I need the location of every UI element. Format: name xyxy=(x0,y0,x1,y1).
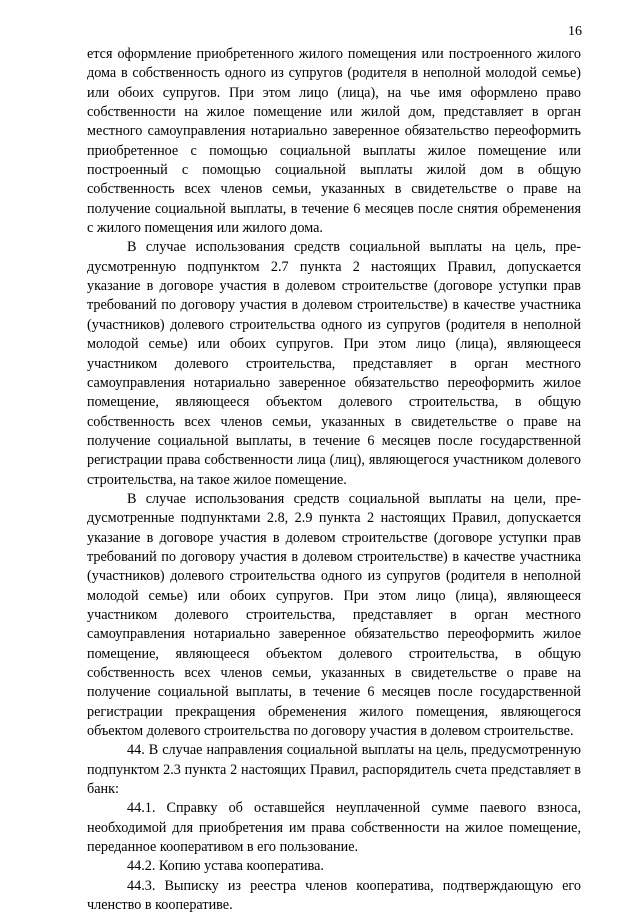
paragraph-item-44-1: 44.1. Справку об оставшейся неуплаченной сумме паевого взноса, необходимой для приобретения им права собственности на жилое помещение, переданное кооперативом в его пользование. xyxy=(87,800,581,856)
document-body xyxy=(87,45,581,915)
paragraph-item-44-2: 44.2. Копию устава кооператива. xyxy=(127,858,324,875)
paragraph-shared-construction-2-8-2-9: В случае использования средств социальной выплаты на цели, предусмотренные подпунктами 2.8, 2.9 пункта 2 настоящих Правил, допускается указание в договоре участия в долевом строительстве (договоре уступки прав требований по договору участия в долевом строительстве) в качестве участника (участников) долевого строительства одного из супругов (родителя в неполной молодой семье) или обоих супругов. При этом лицо (лица), являющееся участником долевого строительства, представляет в орган местного самоуправления нотариально заверенное обязательство переоформить жилое помещение, являющееся объектом долевого строительства, в общую собственность всех членов семьи, указанных в свидетельстве о праве на получение социальной выплаты, в течение 6 месяцев после государственной регистрации прекращения обременения жилого помещения, являющегося объектом долевого строительства по договору участия в долевом строительстве. xyxy=(87,490,581,740)
paragraph-item-44: 44. В случае направления социальной выплаты на цель, предусмотренную подпунктом 2.3 пункта 2 настоящих Правил, распорядитель счета представляет в банк: xyxy=(87,742,581,798)
paragraph-continued: ется оформление приобретенного жилого помещения или построенного жилого дома в собственность одного из супругов (родителя в неполной молодой семье) или обоих супругов. При этом лицо (лица), на чье имя оформлено право собственности на жилое помещение или жилой дом, представляет в орган местного самоуправления нотариально заверенное обязательство переоформить приобретенное с помощью социальной выплаты жилое помещение или построенный с помощью социальной выплаты жилой дом в общую собственность всех членов семьи, указанных в свидетельстве о праве на получение социальной выплаты, в течение 6 месяцев после снятия обременения с жилого помещения или жилого дома. xyxy=(87,46,581,237)
paragraph-shared-construction-2-7: В случае использования средств социальной выплаты на цель, предусмотренную подпунктом 2.7 пункта 2 настоящих Правил, допускается указание в договоре участия в долевом строительстве (договоре уступки прав требований по договору участия в долевом строительстве) в качестве участника (участников) долевого строительства одного из супругов (родителя в неполной молодой семье) или обоих супругов. При этом лицо (лица), являющееся участником долевого строительства, представляет в орган местного самоуправления нотариально заверенное обязательство переоформить жилое помещение, являющееся объектом долевого строительства, в общую собственность всех членов семьи, указанных в свидетельстве о праве на получение социальной выплаты, в течение 6 месяцев после государственной регистрации права собственности лица (лиц), являющегося участником долевого строительства, на такое жилое помещение. xyxy=(87,239,581,488)
paragraph-item-44-3: 44.3. Выписку из реестра членов кооператива, подтверждающую его членство в кооперативе. xyxy=(87,877,581,914)
page-number: 16 xyxy=(568,24,582,39)
